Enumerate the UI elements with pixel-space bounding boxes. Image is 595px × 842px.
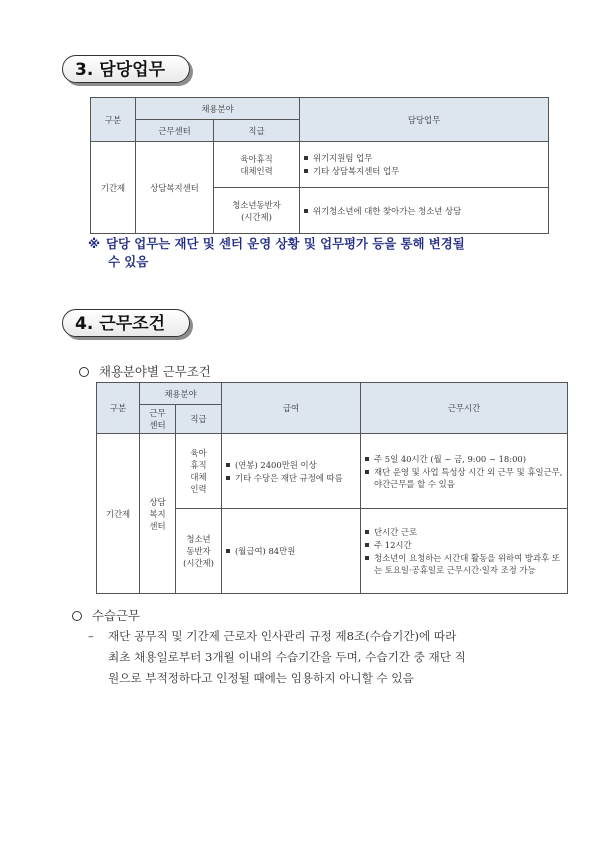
duty-table-header-gubun: 구분 xyxy=(91,98,136,142)
probation-line-3: 원으로 부적정하다고 인정될 때에는 임용하지 아니할 수 있음 xyxy=(108,671,414,685)
hours-item: 재단 운영 및 사업 특성상 시간 외 근무 및 휴일근무, 야간근무를 할 수 있음 xyxy=(364,466,564,490)
duty-table-center-cell: 상담복지센터 xyxy=(136,142,214,234)
conditions-header-pay: 급여 xyxy=(222,383,361,434)
duty-table-gubun-cell: 기간제 xyxy=(91,142,136,234)
duty-change-note xyxy=(88,235,558,271)
conditions-hours-cell xyxy=(361,509,568,594)
duty-table-header-center: 근무센터 xyxy=(136,120,214,142)
pay-item: 기타 수당은 재단 규정에 따름 xyxy=(225,472,357,484)
section-3-heading xyxy=(62,55,190,83)
hours-item: 청소년이 요청하는 시간대 활동을 위하여 방과후 또는 토요일·공휴일로 근무시간·일자 조정 가능 xyxy=(364,552,564,576)
duty-table xyxy=(90,97,549,234)
section-4-heading xyxy=(62,309,190,337)
conditions-hours-cell xyxy=(361,434,568,509)
conditions-header-hours: 근무시간 xyxy=(361,383,568,434)
conditions-header-center: 근무 센터 xyxy=(140,405,176,434)
conditions-pay-cell xyxy=(222,509,361,594)
conditions-pay-cell xyxy=(222,434,361,509)
hours-item: 단시간 근로 xyxy=(364,526,564,538)
working-conditions-subheading: 채용분야별 근무조건 xyxy=(79,362,211,380)
note-line-2: 수 있음 xyxy=(108,254,149,269)
duty-item: 위기청소년에 대한 찾아가는 청소년 상담 xyxy=(303,205,545,217)
probation-heading: 수습근무 xyxy=(72,606,140,624)
duty-table-header-rank: 직급 xyxy=(214,120,300,142)
duty-item: 위기지원팀 업무 xyxy=(303,152,545,164)
conditions-center-cell: 상담 복지 센터 xyxy=(140,434,176,594)
conditions-table xyxy=(96,382,568,594)
conditions-header-rank: 직급 xyxy=(176,405,222,434)
circle-bullet-icon xyxy=(72,611,82,621)
conditions-rank-cell: 청소년 동반자 (시간제) xyxy=(176,509,222,594)
note-line-1: 담당 업무는 재단 및 센터 운영 상황 및 업무평가 등을 통해 변경될 xyxy=(106,236,465,251)
conditions-header-field: 채용분야 xyxy=(140,383,222,405)
conditions-rank-cell: 육아 휴직 대체 인력 xyxy=(176,434,222,509)
duty-table-header-duty: 담당업무 xyxy=(300,98,549,142)
section-4-title: 근무조건 xyxy=(99,314,165,334)
section-3-number: 3. xyxy=(75,60,94,80)
section-4-number: 4. xyxy=(75,314,94,334)
pay-item: (연봉) 2400만원 이상 xyxy=(225,459,357,471)
hours-item: 주 12시간 xyxy=(364,539,564,551)
duty-item: 기타 상담복지센터 업무 xyxy=(303,165,545,177)
probation-line-1: 재단 공무직 및 기간제 근로자 인사관리 규정 제8조(수습기간)에 따라 xyxy=(108,629,457,643)
duty-table-duty-cell xyxy=(300,142,549,188)
note-mark: ※ xyxy=(88,236,101,251)
duty-table-rank-cell: 육아휴직 대체인력 xyxy=(214,142,300,188)
duty-table-header-field: 채용분야 xyxy=(136,98,300,120)
probation-paragraph xyxy=(88,626,558,689)
duty-table-rank-cell: 청소년동반자 (시간제) xyxy=(214,188,300,234)
duty-table-duty-cell xyxy=(300,188,549,234)
dash-marker: – xyxy=(88,629,94,643)
section-3-title: 담당업무 xyxy=(99,60,165,80)
circle-bullet-icon xyxy=(79,367,89,377)
conditions-gubun-cell: 기간제 xyxy=(97,434,140,594)
probation-line-2: 최초 채용일로부터 3개월 이내의 수습기간을 두며, 수습기간 중 재단 직 xyxy=(108,650,466,664)
hours-item: 주 5일 40시간 (월 ~ 금, 9:00 ~ 18:00) xyxy=(364,453,564,465)
pay-item: (월급여) 84만원 xyxy=(225,545,357,557)
conditions-header-gubun: 구분 xyxy=(97,383,140,434)
